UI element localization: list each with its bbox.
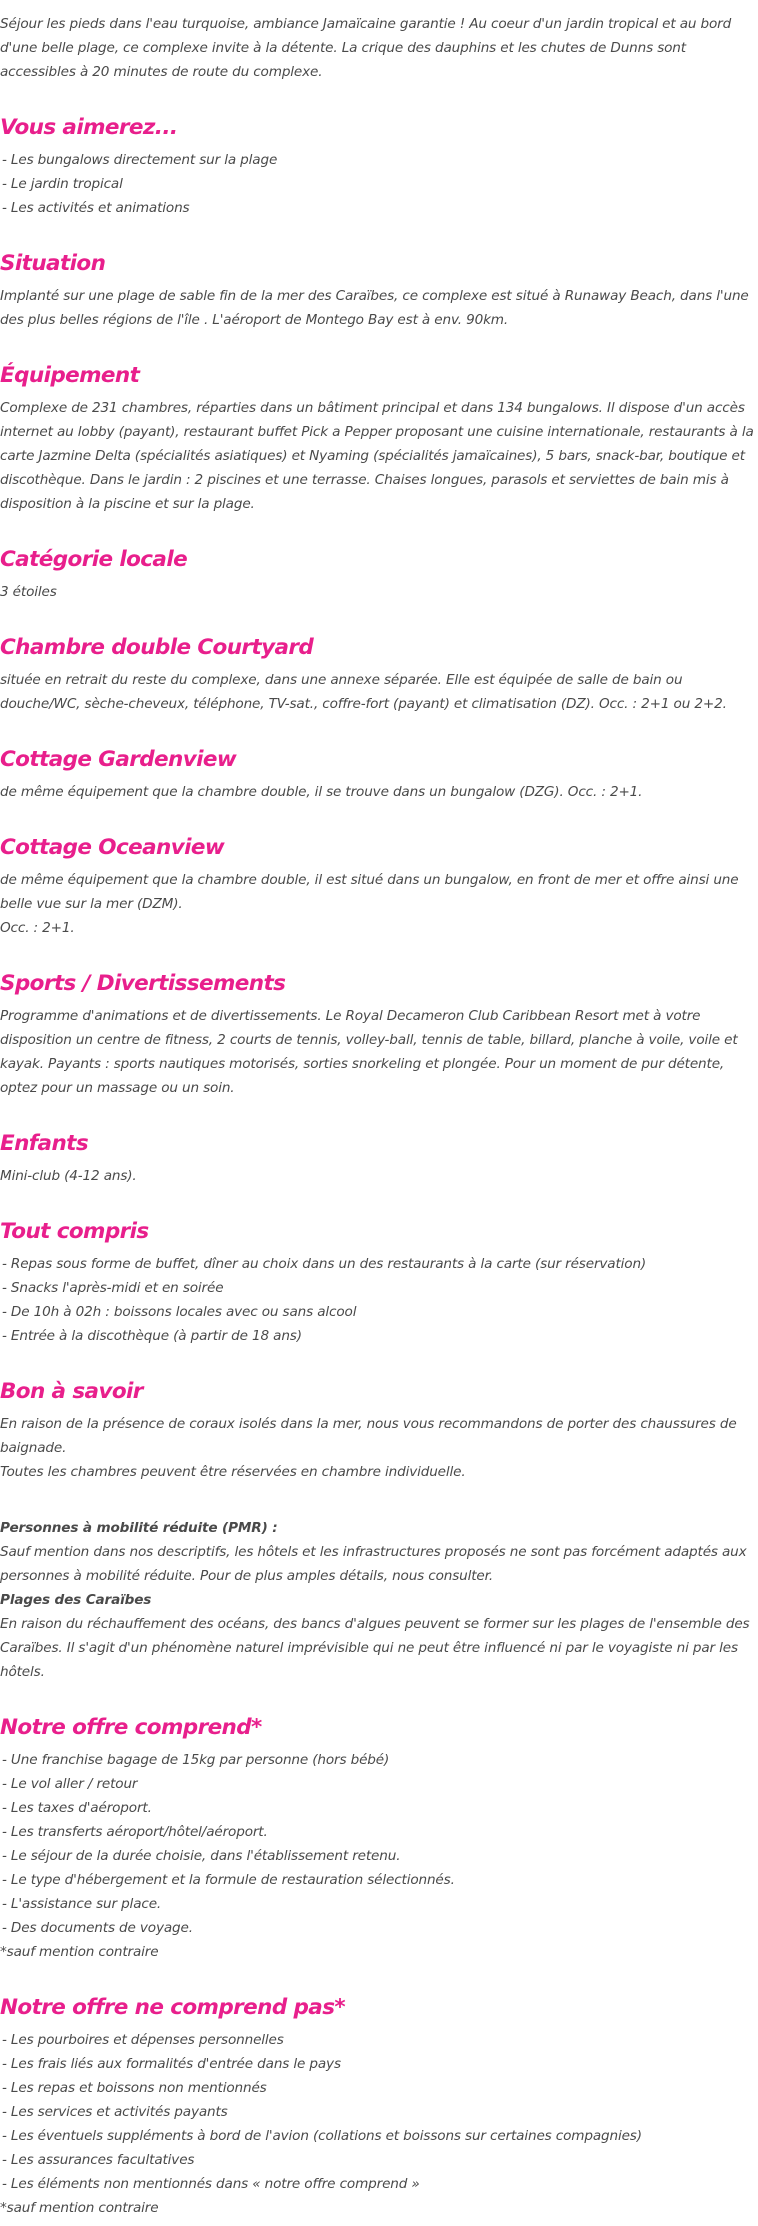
section-title-enfants: Enfants xyxy=(0,1131,89,1156)
list-item: - Les taxes d'aéroport. xyxy=(2,1800,152,1816)
cottage-oceanview-occupancy: Occ. : 2+1. xyxy=(0,920,75,936)
section-title-chambre-double: Chambre double Courtyard xyxy=(0,635,314,660)
bon-a-savoir-line-2: Toutes les chambres peuvent être réservées en chambre individuelle. xyxy=(0,1464,466,1480)
list-vous-aimerez xyxy=(0,148,754,220)
section-bon-a-savoir xyxy=(0,1377,754,1684)
offre-ne-comprend-note: *sauf mention contraire xyxy=(0,2200,159,2216)
offre-comprend-note: *sauf mention contraire xyxy=(0,1944,159,1960)
section-sports xyxy=(0,969,754,1100)
list-item: - Les services et activités payants xyxy=(2,2104,228,2120)
cottage-gardenview-text: de même équipement que la chambre double, il se trouve dans un bungalow (DZG). Occ. : 2+1. xyxy=(0,784,643,800)
section-title-situation: Situation xyxy=(0,251,106,276)
list-item: - Les pourboires et dépenses personnelles xyxy=(2,2032,284,2048)
section-title-equipement: Équipement xyxy=(0,363,140,388)
section-vous-aimerez xyxy=(0,113,754,220)
pmr-text: Sauf mention dans nos descriptifs, les hôtels et les infrastructures proposés ne sont pas forcément adaptés aux personnes à mobilité réduite. Pour de plus amples détails, nous consulter. xyxy=(0,1544,747,1584)
plages-text: En raison du réchauffement des océans, des bancs d'algues peuvent se former sur les plages de l'ensemble des Caraïbes. Il s'agit d'un phénomène naturel imprévisible qui ne peut être influencé ni par le voyagiste ni par les hôtels. xyxy=(0,1616,750,1680)
list-tout-compris xyxy=(0,1252,754,1348)
bon-a-savoir-line-1: En raison de la présence de coraux isolés dans la mer, nous vous recommandons de porter des chaussures de baignade. xyxy=(0,1416,737,1456)
cottage-oceanview-text: de même équipement que la chambre double, il est situé dans un bungalow, en front de mer et offre ainsi une belle vue sur la mer (DZM). xyxy=(0,872,739,912)
section-offre-comprend xyxy=(0,1713,754,1964)
list-item: - L'assistance sur place. xyxy=(2,1896,162,1912)
list-item: - Les assurances facultatives xyxy=(2,2152,195,2168)
categorie-text: 3 étoiles xyxy=(0,584,57,600)
section-enfants xyxy=(0,1129,754,1188)
sports-text: Programme d'animations et de divertissements. Le Royal Decameron Club Caribbean Resort met à votre disposition un centre de fitness, 2 courts de tennis, volley-ball, tennis de table, billard, planche à voile, voile et kayak. Payants : sports nautiques motorisés, sorties snorkeling et plongée. Pour un moment de pur détente, optez pour un massage ou un soin. xyxy=(0,1008,738,1096)
section-title-cottage-gardenview: Cottage Gardenview xyxy=(0,747,237,772)
list-item: - Les activités et animations xyxy=(2,200,190,216)
section-offre-ne-comprend xyxy=(0,1993,754,2220)
list-item: - Les frais liés aux formalités d'entrée dans le pays xyxy=(2,2056,341,2072)
list-item: - Des documents de voyage. xyxy=(2,1920,193,1936)
list-item: - Le vol aller / retour xyxy=(2,1776,138,1792)
section-chambre-double xyxy=(0,633,754,716)
intro-text: Séjour les pieds dans l'eau turquoise, ambiance Jamaïcaine garantie ! Au coeur d'un jardin tropical et au bord d'une belle plage, ce complexe invite à la détente. La crique des dauphins et les chutes de Dunns sont accessibles à 20 minutes de route du complexe. xyxy=(0,16,732,80)
list-item: - Les bungalows directement sur la plage xyxy=(2,152,278,168)
section-situation xyxy=(0,249,754,332)
section-title-sports: Sports / Divertissements xyxy=(0,971,286,996)
list-item: - Les repas et boissons non mentionnés xyxy=(2,2080,267,2096)
chambre-double-text: située en retrait du reste du complexe, dans une annexe séparée. Elle est équipée de salle de bain ou douche/WC, sèche-cheveux, téléphone, TV-sat., coffre-fort (payant) et climatisation (DZ). Occ. : 2+1 ou 2+2. xyxy=(0,672,727,712)
spacer xyxy=(0,1484,754,1516)
section-tout-compris xyxy=(0,1217,754,1348)
list-item: - Repas sous forme de buffet, dîner au choix dans un des restaurants à la carte (sur réservation) xyxy=(2,1256,647,1272)
section-title-cottage-oceanview: Cottage Oceanview xyxy=(0,835,225,860)
list-item: - Une franchise bagage de 15kg par personne (hors bébé) xyxy=(2,1752,390,1768)
section-title-vous-aimerez: Vous aimerez... xyxy=(0,115,178,140)
list-item: - Le séjour de la durée choisie, dans l'établissement retenu. xyxy=(2,1848,401,1864)
list-offre-comprend xyxy=(0,1748,754,1940)
list-item: - Snacks l'après-midi et en soirée xyxy=(2,1280,224,1296)
list-item: - Le jardin tropical xyxy=(2,176,123,192)
enfants-text: Mini-club (4-12 ans). xyxy=(0,1168,137,1184)
equipement-text: Complexe de 231 chambres, réparties dans un bâtiment principal et dans 134 bungalows. Il dispose d'un accès internet au lobby (payant), restaurant buffet Pick a Pepper proposant une cuisine internationale, restaurants à la carte Jazmine Delta (spécialités asiatiques) et Nyaming (spécialités jamaïcaines), 5 bars, snack-bar, boutique et discothèque. Dans le jardin : 2 piscines et une terrasse. Chaises longues, parasols et serviettes de bain mis à disposition à la piscine et sur la plage. xyxy=(0,400,754,512)
section-title-tout-compris: Tout compris xyxy=(0,1219,149,1244)
pmr-label: Personnes à mobilité réduite (PMR) : xyxy=(0,1520,278,1536)
section-title-categorie: Catégorie locale xyxy=(0,547,188,572)
section-cottage-oceanview xyxy=(0,833,754,940)
list-item: - Les éléments non mentionnés dans « notre offre comprend » xyxy=(2,2176,420,2192)
list-item: - De 10h à 02h : boissons locales avec ou sans alcool xyxy=(2,1304,357,1320)
section-equipement xyxy=(0,361,754,516)
list-item: - Les éventuels suppléments à bord de l'avion (collations et boissons sur certaines compagnies) xyxy=(2,2128,642,2144)
plages-label: Plages des Caraïbes xyxy=(0,1592,152,1608)
section-categorie xyxy=(0,545,754,604)
section-cottage-gardenview xyxy=(0,745,754,804)
section-title-offre-comprend: Notre offre comprend* xyxy=(0,1715,262,1740)
list-offre-ne-comprend xyxy=(0,2028,754,2196)
list-item: - Entrée à la discothèque (à partir de 18 ans) xyxy=(2,1328,302,1344)
section-title-bon-a-savoir: Bon à savoir xyxy=(0,1379,143,1404)
section-title-offre-ne-comprend: Notre offre ne comprend pas* xyxy=(0,1995,346,2020)
list-item: - Les transferts aéroport/hôtel/aéroport. xyxy=(2,1824,268,1840)
list-item: - Le type d'hébergement et la formule de restauration sélectionnés. xyxy=(2,1872,455,1888)
situation-text: Implanté sur une plage de sable fin de la mer des Caraïbes, ce complexe est situé à Runaway Beach, dans l'une des plus belles régions de l'île . L'aéroport de Montego Bay est à env. 90km. xyxy=(0,288,749,328)
